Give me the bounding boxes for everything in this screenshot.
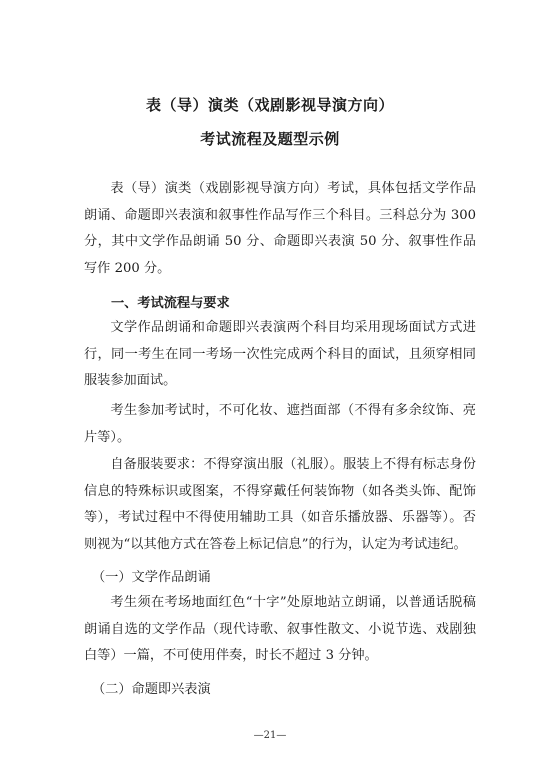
intro-paragraph: 表（导）演类（戏剧影视导演方向）考试，具体包括文学作品朗诵、命题即兴表演和叙事性作品写作三个科目。三科总分为 300 分，其中文学作品朗诵 50 分、命题即兴表演 50 分、叙事性作品写作 200 分。 (84, 181, 476, 276)
paragraph-recitation-rules: 考生须在考场地面红色“十字”处原地站立朗诵，以普通话脱稿朗诵自选的文学作品（现代诗歌、叙事性散文、小说节选、戏剧独白等）一篇，不可使用伴奏，时长不超过 3 分钟。 (84, 595, 476, 663)
paragraph-clothing-rules: 自备服装要求：不得穿演出服（礼服）。服装上不得有标志身份信息的特殊标识或图案，不得穿戴任何装饰物（如各类头饰、配饰等），考试过程中不得使用辅助工具（如音乐播放器、乐器等）。否则视为“以其他方式在答卷上标记信息”的行为，认定为考试违纪。 (84, 457, 476, 552)
section-heading-process: 一、考试流程与要求 (111, 296, 230, 311)
paragraph-interview-format: 文学作品朗诵和命题即兴表演两个科目均采用现场面试方式进行，同一考生在同一考场一次性完成两个科目的面试，且须穿相同服装参加面试。 (84, 320, 476, 388)
subsection-heading-recitation: （一）文学作品朗诵 (92, 570, 211, 585)
subsection-heading-improv: （二）命题即兴表演 (92, 682, 211, 697)
document-title: 表（导）演类（戏剧影视导演方向） (145, 96, 394, 114)
paragraph-makeup-rules: 考生参加考试时，不可化妆、遮挡面部（不得有多余纹饰、亮片等）。 (84, 403, 476, 445)
page-number: —21— (253, 730, 287, 741)
document-subtitle: 考试流程及题型示例 (200, 130, 340, 148)
